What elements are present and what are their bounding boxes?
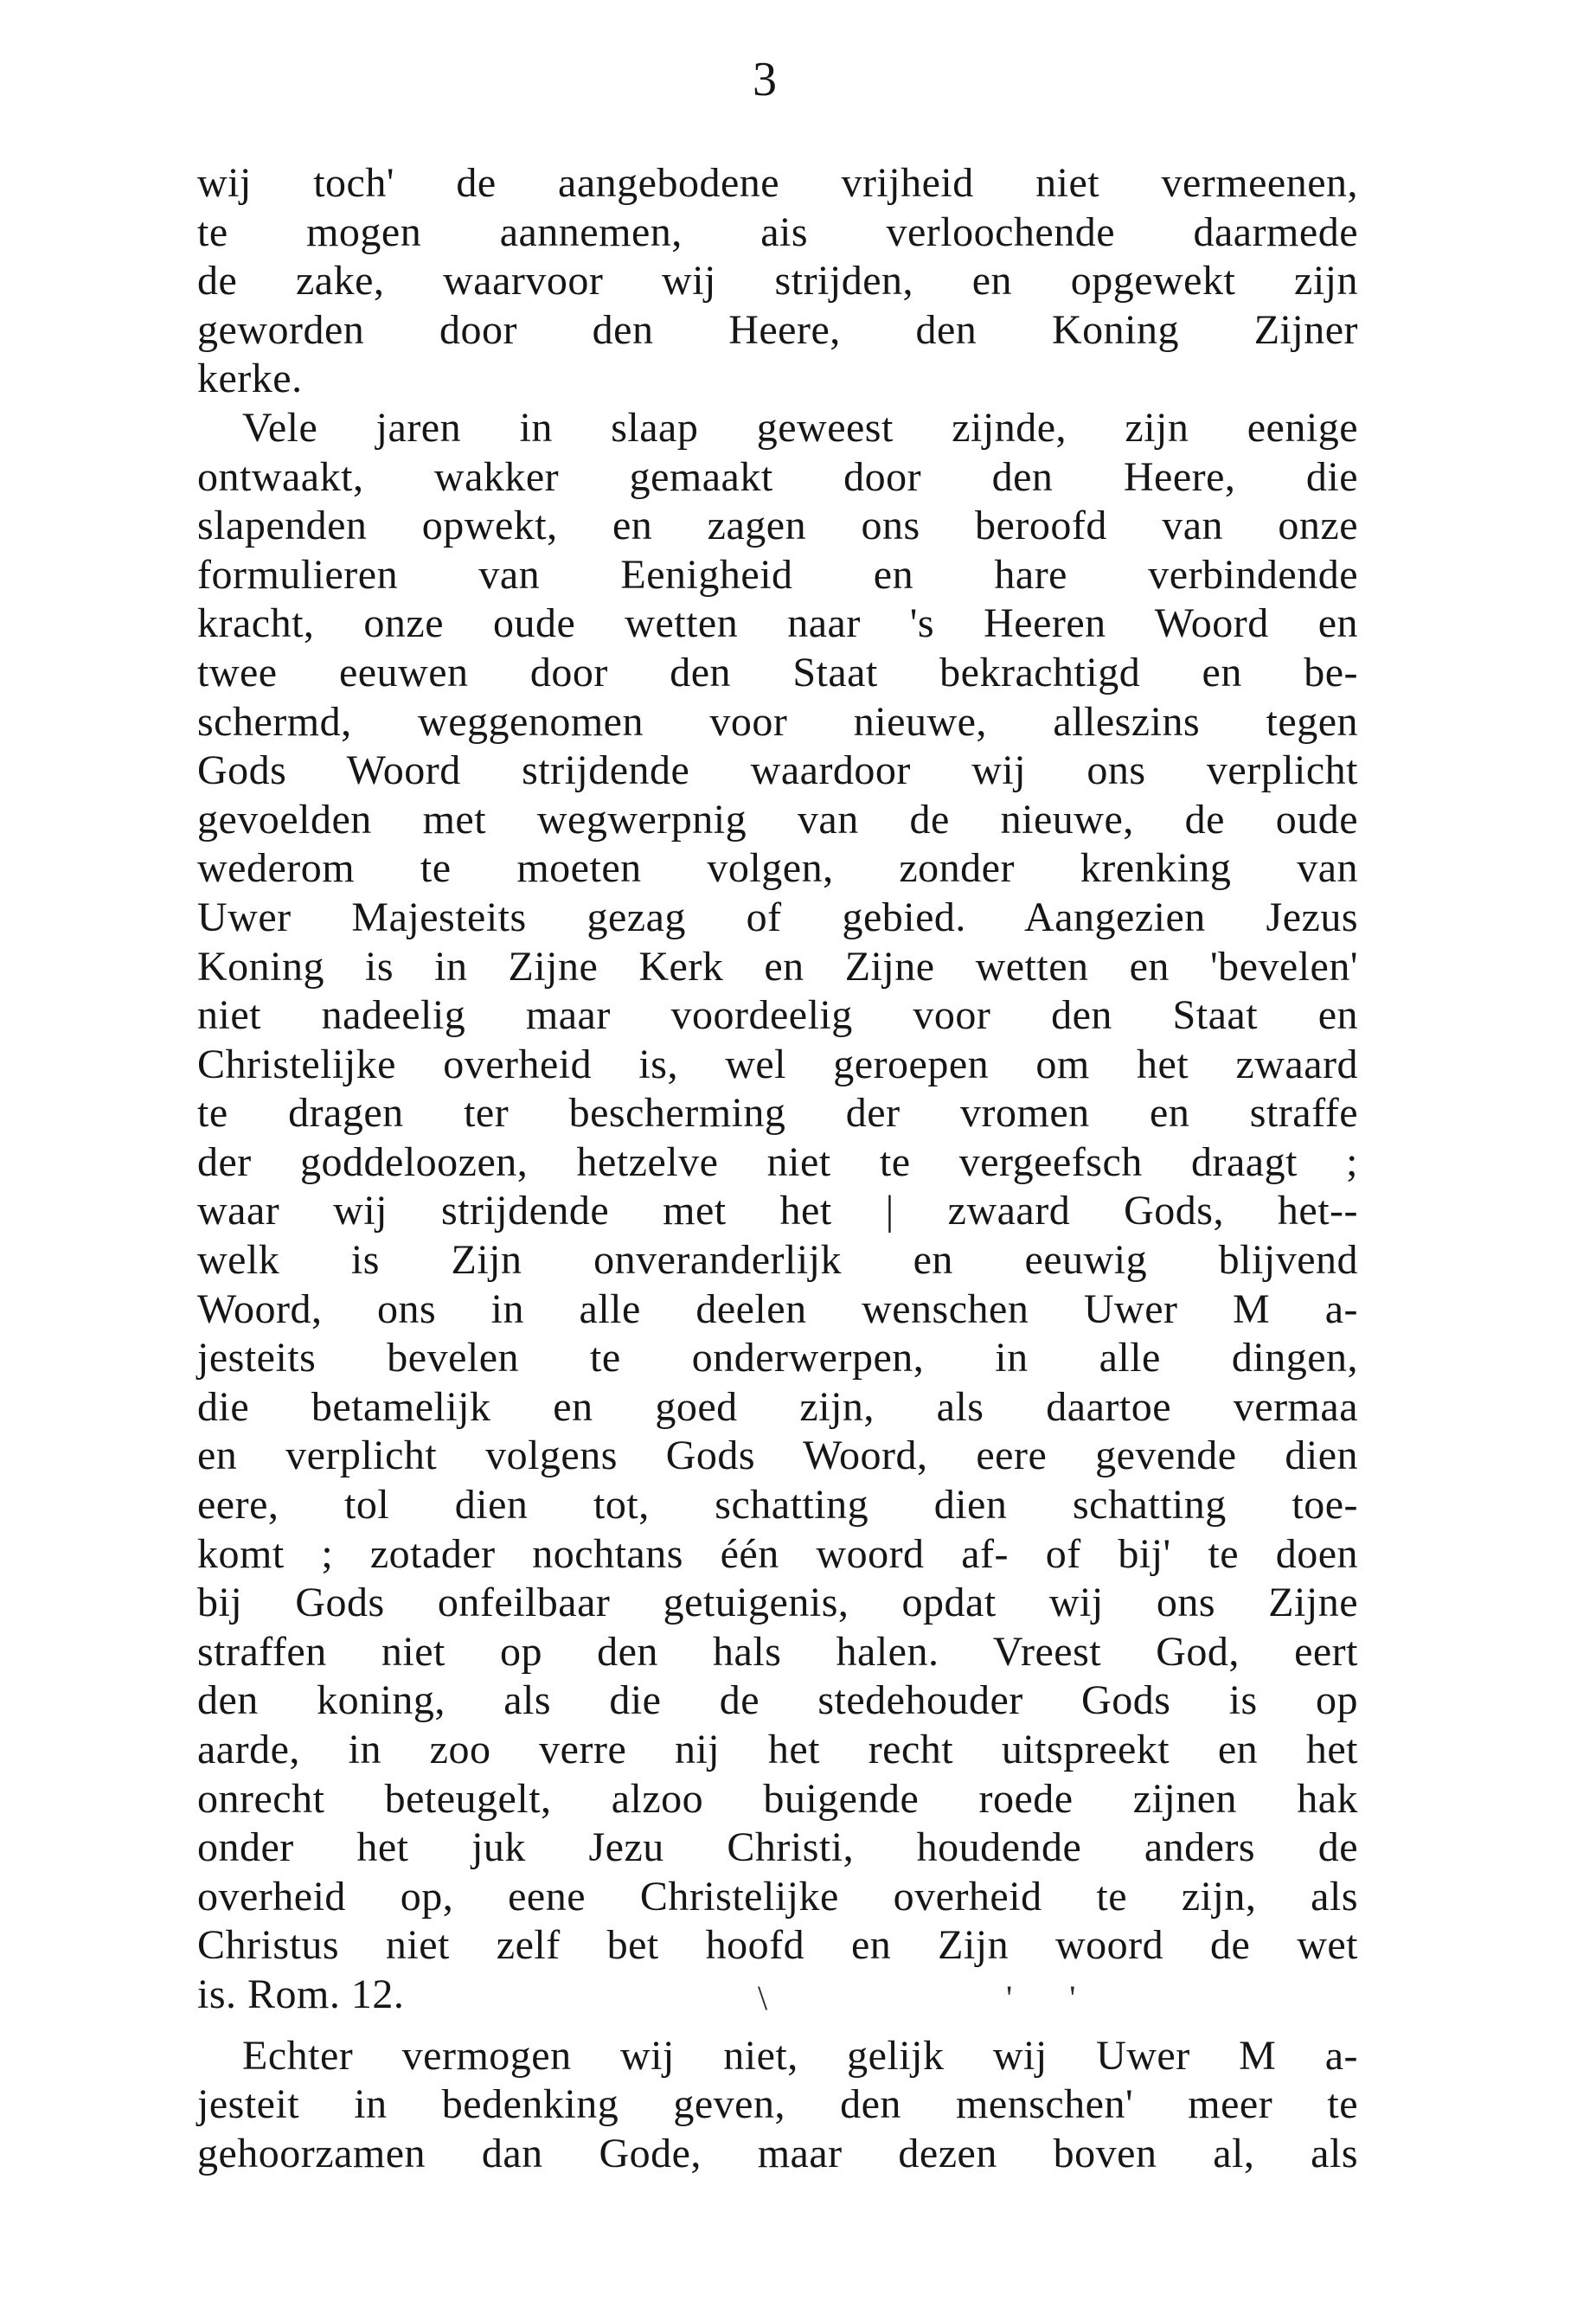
text-line: Woord, ons in alle deelen wenschen Uwer M a- (197, 1285, 1358, 1332)
text-line: Gods Woord strijdende waardoor wij ons verplicht (197, 747, 1358, 794)
text-line: jesteits bevelen te onderwerpen, in alle dingen, (197, 1335, 1358, 1381)
text-line: Echter vermogen wij niet, gelijk wij Uwer M a- (242, 2032, 1358, 2079)
body-text-block (197, 159, 1358, 2178)
text-line: te mogen aannemen, ais verloochende daarmede (197, 208, 1358, 255)
text-line: Christus niet zelf bet hoofd en Zijn woord de wet (197, 1922, 1358, 1969)
text-line: Christelijke overheid is, wel geroepen om het zwaard (197, 1041, 1358, 1087)
text-line: overheid op, eene Christelijke overheid te zijn, als (197, 1873, 1358, 1920)
text-line: twee eeuwen door den Staat bekrachtigd en be- (197, 649, 1358, 695)
text-line: Uwer Majesteits gezag of gebied. Aangezien Jezus (197, 894, 1358, 940)
text-line: Vele jaren in slaap geweest zijnde, zijn eenige (242, 404, 1358, 451)
text-line: gehoorzamen dan Gode, maar dezen boven al, als (197, 2130, 1358, 2176)
text-line: te dragen ter bescherming der vromen en straffe (197, 1090, 1358, 1137)
text-line: bij Gods onfeilbaar getuigenis, opdat wij ons Zijne (197, 1580, 1358, 1626)
text-line: de zake, waarvoor wij strijden, en opgewekt zijn (197, 258, 1358, 304)
text-line: onrecht beteugelt, alzoo buigende roede zijnen hak (197, 1775, 1358, 1822)
text-line: aarde, in zoo verre nij het recht uitspreekt en het (197, 1727, 1358, 1772)
text-line: ontwaakt, wakker gemaakt door den Heere, die (197, 453, 1358, 500)
text-line: niet nadeelig maar voordeelig voor den Staat en (197, 992, 1358, 1039)
text-line: geworden door den Heere, den Koning Zijner (197, 306, 1358, 353)
text-line: der goddeloozen, hetzelve niet te vergeefsch draagt ; (197, 1138, 1358, 1185)
text-line: wij toch' de aangebodene vrijheid niet vermeenen, (197, 160, 1358, 206)
text-line: Koning is in Zijne Kerk en Zijne wetten en 'bevelen' (197, 943, 1358, 990)
ink-mark-backslash: \ (758, 1977, 768, 2017)
text-line (197, 1971, 1358, 2020)
text-line: slapenden opwekt, en zagen ons beroofd van onze (197, 503, 1358, 549)
text-line: formulieren van Eenigheid en hare verbindende (197, 551, 1358, 598)
text-line: den koning, als die de stedehouder Gods is op (197, 1677, 1358, 1724)
text-line: jesteit in bedenking geven, den menschen' meer te (197, 2081, 1358, 2128)
text-line: wederom te moeten volgen, zonder krenking van (197, 845, 1358, 892)
text-line-content: is. Rom. 12. (197, 1971, 405, 2017)
text-line: straffen niet op den hals halen. Vreest God, eert (197, 1628, 1358, 1675)
text-line: gevoelden met wegwerpnig van de nieuwe, de oude (197, 796, 1358, 843)
text-line: kracht, onze oude wetten naar 's Heeren Woord en (197, 600, 1358, 647)
text-line: welk is Zijn onveranderlijk en eeuwig blijvend (197, 1237, 1358, 1284)
text-line: komt ; zotader nochtans één woord af- of bij' te doen (197, 1530, 1358, 1577)
page-number: 3 (753, 53, 777, 106)
text-line: kerke. (197, 356, 303, 402)
text-line: schermd, weggenomen voor nieuwe, alleszins tegen (197, 698, 1358, 745)
text-line: die betamelijk en goed zijn, als daartoe vermaa (197, 1383, 1358, 1430)
ink-mark-ticks: ' ' (1006, 1977, 1100, 2017)
text-line: waar wij strijdende met het | zwaard Gods, het-- (197, 1188, 1358, 1234)
text-line: onder het juk Jezu Christi, houdende anders de (197, 1824, 1358, 1871)
text-line: eere, tol dien tot, schatting dien schatting toe- (197, 1482, 1358, 1529)
text-line: en verplicht volgens Gods Woord, eere gevende dien (197, 1433, 1358, 1479)
